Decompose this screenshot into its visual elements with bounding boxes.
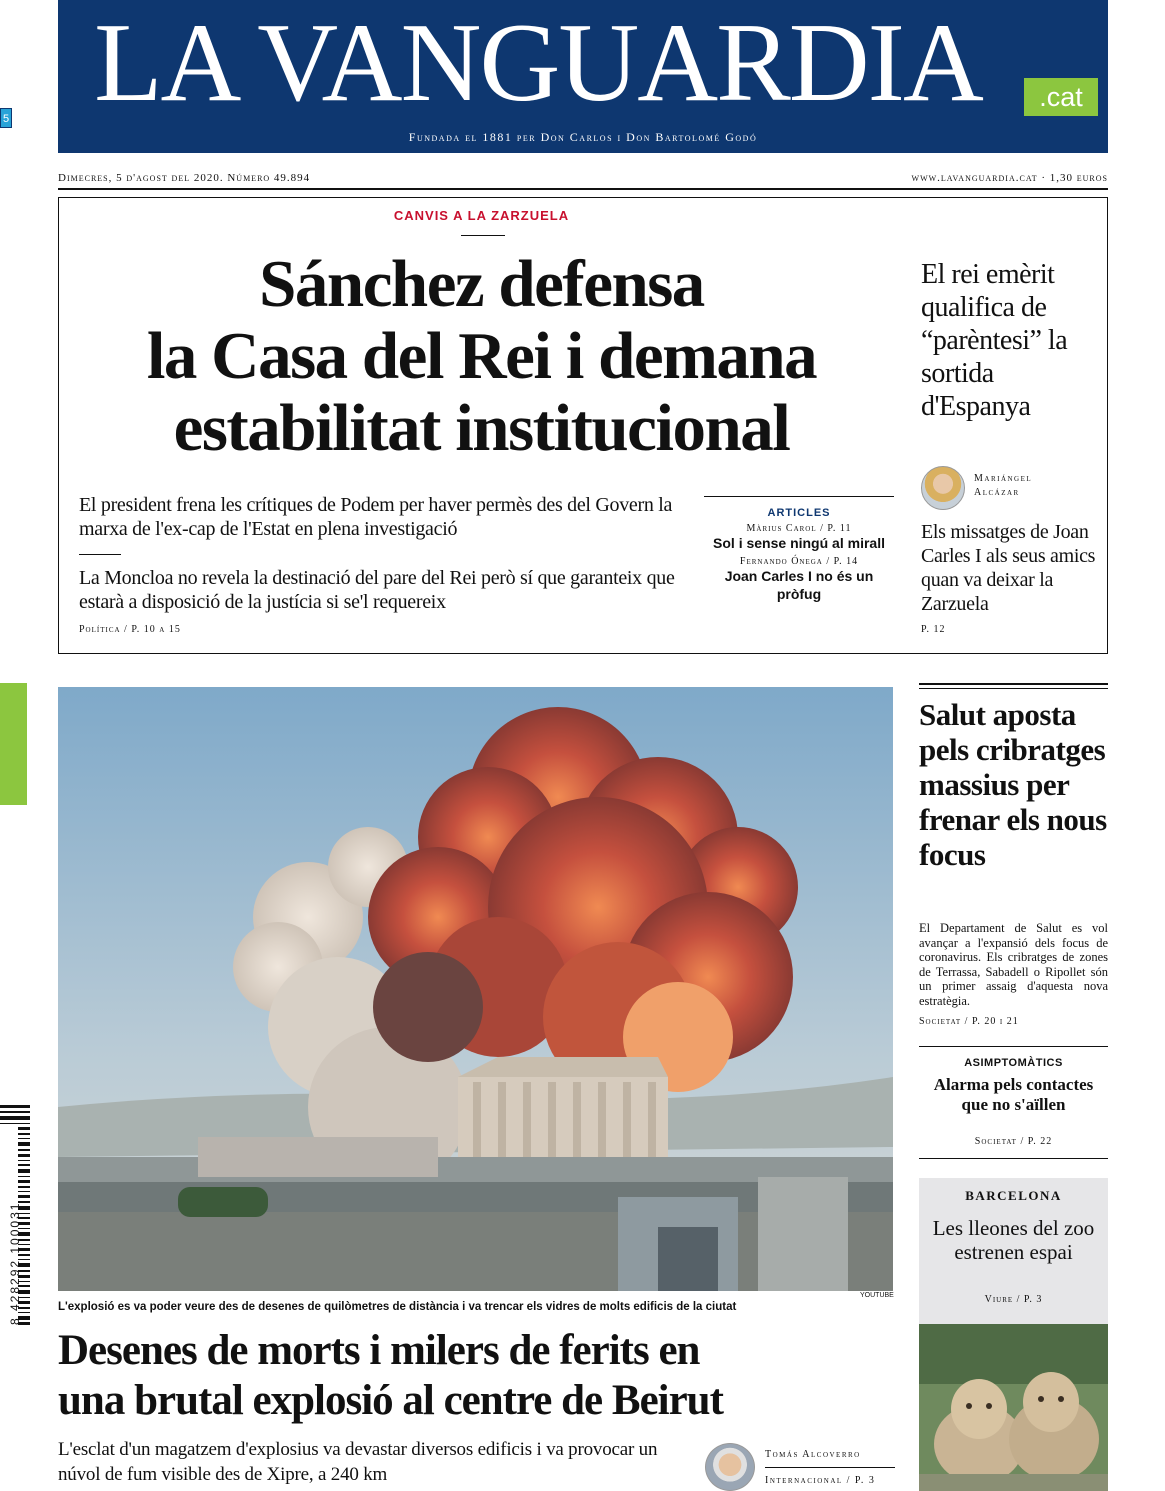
lead-section-ref: Política / P. 10 a 15	[79, 624, 181, 635]
lead-story-box	[58, 197, 1108, 654]
masthead-title: LA VANGUARDIA	[94, 1, 982, 125]
left-tab: 5	[0, 108, 12, 128]
asim-title[interactable]: Alarma pels contactes que no s'aïllen	[933, 1075, 1094, 1114]
salut-body: El Departament de Salut es vol avançar a l'expansió dels focus de coronavirus. Els cribratges de zones de Terrassa, Sabadell o Ripollet són un primer assaig d'aquesta nova estratègia.	[919, 921, 1108, 1008]
barcelona-ref: Viure / P. 3	[984, 1294, 1043, 1305]
side-body: Els missatges de Joan Carles I als seus amics quan va deixar la Zarzuela	[921, 521, 1096, 615]
beirut-headline-line: una brutal explosió al centre de Beirut	[58, 1377, 723, 1424]
article-title[interactable]: Sol i sense ningú al mirall	[713, 535, 885, 551]
barcelona-title[interactable]: Les lleones del zoo estrenen espai	[932, 1216, 1095, 1264]
domain-badge: .cat	[1024, 78, 1098, 116]
photo-credit: YOUTUBE	[860, 1292, 894, 1299]
masthead	[58, 0, 1108, 153]
articles-box	[704, 496, 894, 603]
beirut-section: Internacional / P. 3	[765, 1475, 876, 1486]
author-avatar	[921, 466, 965, 510]
masthead-subtitle: Fundada el 1881 per Don Carlos i Don Bartolomé Godó	[408, 130, 758, 144]
author-rule	[765, 1467, 895, 1468]
side-headline[interactable]: El rei emèrit qualifica de “parèntesi” la sortida d'Espanya	[921, 259, 1068, 422]
beirut-subhead: L'esclat d'un magatzem d'explosius va devastar diversos edificis i va provocar un núvol de fum visible des de Xipre, a 240 km	[58, 1439, 658, 1485]
barcelona-kicker: BARCELONA	[965, 1188, 1062, 1203]
kicker-rule	[461, 235, 505, 236]
asim-ref: Societat / P. 22	[974, 1136, 1053, 1147]
lead-headline-line: la Casa del Rei i demana	[146, 319, 817, 393]
article-title[interactable]: Joan Carles I no és un pròfug	[724, 568, 874, 602]
explosion-photo[interactable]	[58, 687, 893, 1291]
articles-label: ARTICLES	[767, 507, 831, 519]
beirut-headline[interactable]	[58, 1326, 893, 1426]
salut-headline[interactable]: Salut aposta pels cribratges massius per frenar els nous focus	[919, 697, 1107, 872]
asim-kicker: ASIMPTOMÀTICS	[964, 1057, 1063, 1069]
author-avatar	[705, 1443, 755, 1491]
lead-headline-line: Sánchez defensa	[259, 247, 704, 321]
column-rule	[919, 688, 1108, 689]
side-author: Mariángel Alcázar	[974, 473, 1033, 498]
subhead-rule	[79, 554, 121, 555]
lead-headline	[79, 248, 884, 464]
lead-kicker: CANVIS A LA ZARZUELA	[393, 208, 570, 223]
lions-photo[interactable]	[919, 1324, 1108, 1491]
column-rule	[919, 683, 1108, 685]
barcelona-box	[919, 1178, 1108, 1491]
date-issue: Dimecres, 5 d'agost del 2020. Número 49.894	[58, 172, 311, 184]
dateline	[58, 168, 1108, 190]
salut-ref: Societat / P. 20 i 21	[919, 1016, 1019, 1027]
article-author: Màrius Carol / P. 11	[746, 523, 852, 534]
lions-illustration	[919, 1324, 1108, 1491]
website-price: www.lavanguardia.cat · 1,30 euros	[911, 172, 1108, 184]
column-rule	[919, 1158, 1108, 1159]
barcode-digits: 8 428292 100031	[8, 1201, 22, 1325]
lead-headline-line: estabilitat institucional	[173, 391, 790, 465]
photo-caption: L'explosió es va poder veure des de desenes de quilòmetres de distància i va trencar els vidres de molts edificis de la ciutat	[58, 1301, 737, 1313]
lead-subhead-2: La Moncloa no revela la destinació del pare del Rei però sí que garanteix que estarà a disposició de la justícia si se'l requereix	[79, 567, 675, 613]
green-edge-tab	[0, 683, 27, 805]
beirut-headline-line: Desenes de morts i milers de ferits en	[58, 1327, 700, 1374]
explosion-illustration	[58, 687, 893, 1291]
article-author: Fernando Ónega / P. 14	[739, 556, 859, 567]
lead-subhead-1: El president frena les crítiques de Podem per haver permès des del Govern la marxa de l'ex-cap de l'Estat en plena investigació	[79, 494, 673, 540]
beirut-author: Tomás Alcoverro	[765, 1449, 861, 1460]
side-ref: P. 12	[921, 624, 946, 635]
column-rule	[919, 1046, 1108, 1047]
